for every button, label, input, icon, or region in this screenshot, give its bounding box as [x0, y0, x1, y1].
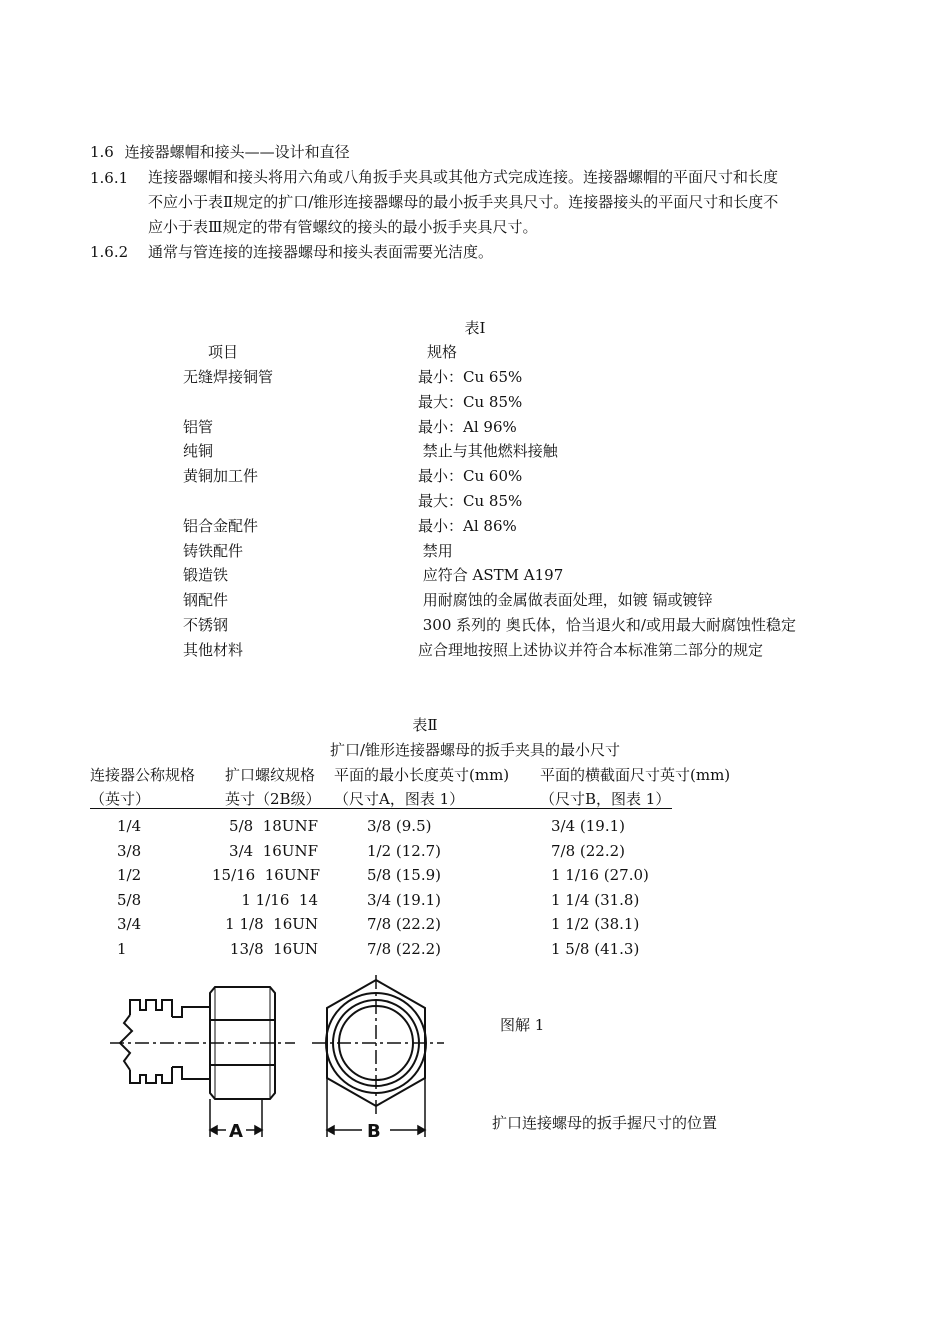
table-2-subheader-flat: （尺寸B，图表 1）	[540, 790, 671, 808]
table-2-flat: 1 5/8 (41.3)	[551, 940, 640, 958]
table-2-subheader-length: （尺寸A，图表 1）	[334, 790, 465, 808]
table-1-spec: 最小：Al 86%	[418, 517, 517, 535]
table-2-subtitle: 扩口/锥形连接器螺母的扳手夹具的最小尺寸	[329, 741, 621, 759]
section-heading-text: 连接器螺帽和接头——设计和直径	[124, 143, 350, 161]
table-2-header-thread: 扩口螺纹规格	[225, 766, 316, 784]
table-2-thread: 13/8 16UN	[229, 940, 318, 958]
table-2-header-rule	[90, 808, 672, 809]
table-2-thread: 15/16 16UNF	[212, 866, 321, 884]
paragraph-1-number: 1.6.1	[90, 169, 129, 187]
table-1-item: 铝管	[183, 418, 214, 436]
table-1-spec: 300 系列的 奥氏体，恰当退火和/或用最大耐腐蚀性稳定	[418, 616, 796, 634]
table-2-thread: 1 1/16 14	[241, 891, 318, 909]
table-1-header-spec: 规格	[427, 343, 458, 361]
table-1-item: 黄铜加工件	[183, 467, 259, 485]
table-1-spec: 最小：Cu 65%	[418, 368, 523, 386]
table-2-flat: 1 1/16 (27.0)	[551, 866, 649, 884]
table-2-nominal: 5/8	[117, 891, 142, 909]
table-1-spec: 最大：Cu 85%	[418, 492, 523, 510]
dimension-a-label: A	[229, 1121, 243, 1140]
table-1-header-item: 项目	[208, 343, 239, 361]
paragraph-1	[148, 165, 778, 240]
table-1-spec: 最小：Al 96%	[418, 418, 517, 436]
table-2-header-nominal: 连接器公称规格	[90, 766, 196, 784]
table-2-length: 7/8 (22.2)	[367, 915, 442, 933]
table-2-nominal: 3/8	[117, 842, 142, 860]
table-2-flat: 3/4 (19.1)	[551, 817, 626, 835]
table-1-item: 纯铜	[183, 442, 214, 460]
table-2-thread: 5/8 18UNF	[229, 817, 318, 835]
table-1-spec: 禁止与其他燃料接触	[418, 442, 558, 460]
table-1-title: 表Ⅰ	[464, 319, 486, 337]
paragraph-2: 通常与管连接的连接器螺母和接头表面需要光洁度。	[148, 243, 494, 261]
paragraph-1-line: 连接器螺帽和接头将用六角或八角扳手夹具或其他方式完成连接。连接器螺帽的平面尺寸和长度	[148, 168, 779, 186]
table-2-thread: 3/4 16UNF	[229, 842, 318, 860]
table-2-subheader-thread: 英寸（2B级）	[225, 790, 321, 808]
table-1-spec: 禁用	[418, 542, 453, 560]
table-2-thread: 1 1/8 16UN	[225, 915, 318, 933]
table-1-spec: 最大：Cu 85%	[418, 393, 523, 411]
table-2-length: 5/8 (15.9)	[367, 866, 442, 884]
table-1-spec: 应合理地按照上述协议并符合本标准第二部分的规定	[418, 641, 764, 659]
table-2-header-flat: 平面的横截面尺寸英寸(mm)	[540, 766, 731, 784]
paragraph-2-number: 1.6.2	[90, 243, 129, 261]
table-2-nominal: 3/4	[117, 915, 142, 933]
table-2-nominal: 1/4	[117, 817, 142, 835]
table-2-length: 7/8 (22.2)	[367, 940, 442, 958]
section-heading-number: 1.6	[90, 143, 114, 161]
table-1-item: 不锈钢	[183, 616, 229, 634]
table-2-flat: 1 1/2 (38.1)	[551, 915, 640, 933]
table-2-subheader-nominal: （英寸）	[90, 790, 151, 808]
paragraph-1-line: 应小于表Ⅲ规定的带有管螺纹的接头的最小扳手夹具尺寸。	[148, 218, 538, 236]
table-2-nominal: 1/2	[117, 866, 142, 884]
table-2-flat: 1 1/4 (31.8)	[551, 891, 640, 909]
table-1-spec: 应符合 ASTM A197	[418, 566, 564, 584]
table-1-item: 铸铁配件	[183, 542, 244, 560]
figure-label: 图解 1	[500, 1016, 545, 1034]
table-1-item: 铝合金配件	[183, 517, 259, 535]
table-2-length: 3/8 (9.5)	[367, 817, 432, 835]
table-2-nominal: 1	[117, 940, 127, 958]
table-2-flat: 7/8 (22.2)	[551, 842, 626, 860]
table-1-item: 钢配件	[183, 591, 229, 609]
table-1-spec: 用耐腐蚀的金属做表面处理，如镀 镉或镀锌	[418, 591, 713, 609]
table-1-item: 其他材料	[183, 641, 244, 659]
table-1-item: 无缝焊接铜管	[183, 368, 274, 386]
table-2-length: 1/2 (12.7)	[367, 842, 442, 860]
table-2-length: 3/4 (19.1)	[367, 891, 442, 909]
table-1-item: 锻造铁	[183, 566, 229, 584]
dimension-b-label: B	[367, 1121, 381, 1140]
paragraph-1-line: 不应小于表Ⅱ规定的扩口/锥形连接器螺母的最小扳手夹具尺寸。连接器接头的平面尺寸和长度不	[148, 193, 779, 211]
section-heading	[90, 142, 350, 162]
figure-caption: 扩口连接螺母的扳手握尺寸的位置	[492, 1114, 718, 1132]
table-1-spec: 最小：Cu 60%	[418, 467, 523, 485]
table-2-header-length: 平面的最小长度英寸(mm)	[334, 766, 510, 784]
wrench-flat-diagram	[110, 975, 450, 1140]
table-2-title: 表Ⅱ	[412, 716, 438, 734]
